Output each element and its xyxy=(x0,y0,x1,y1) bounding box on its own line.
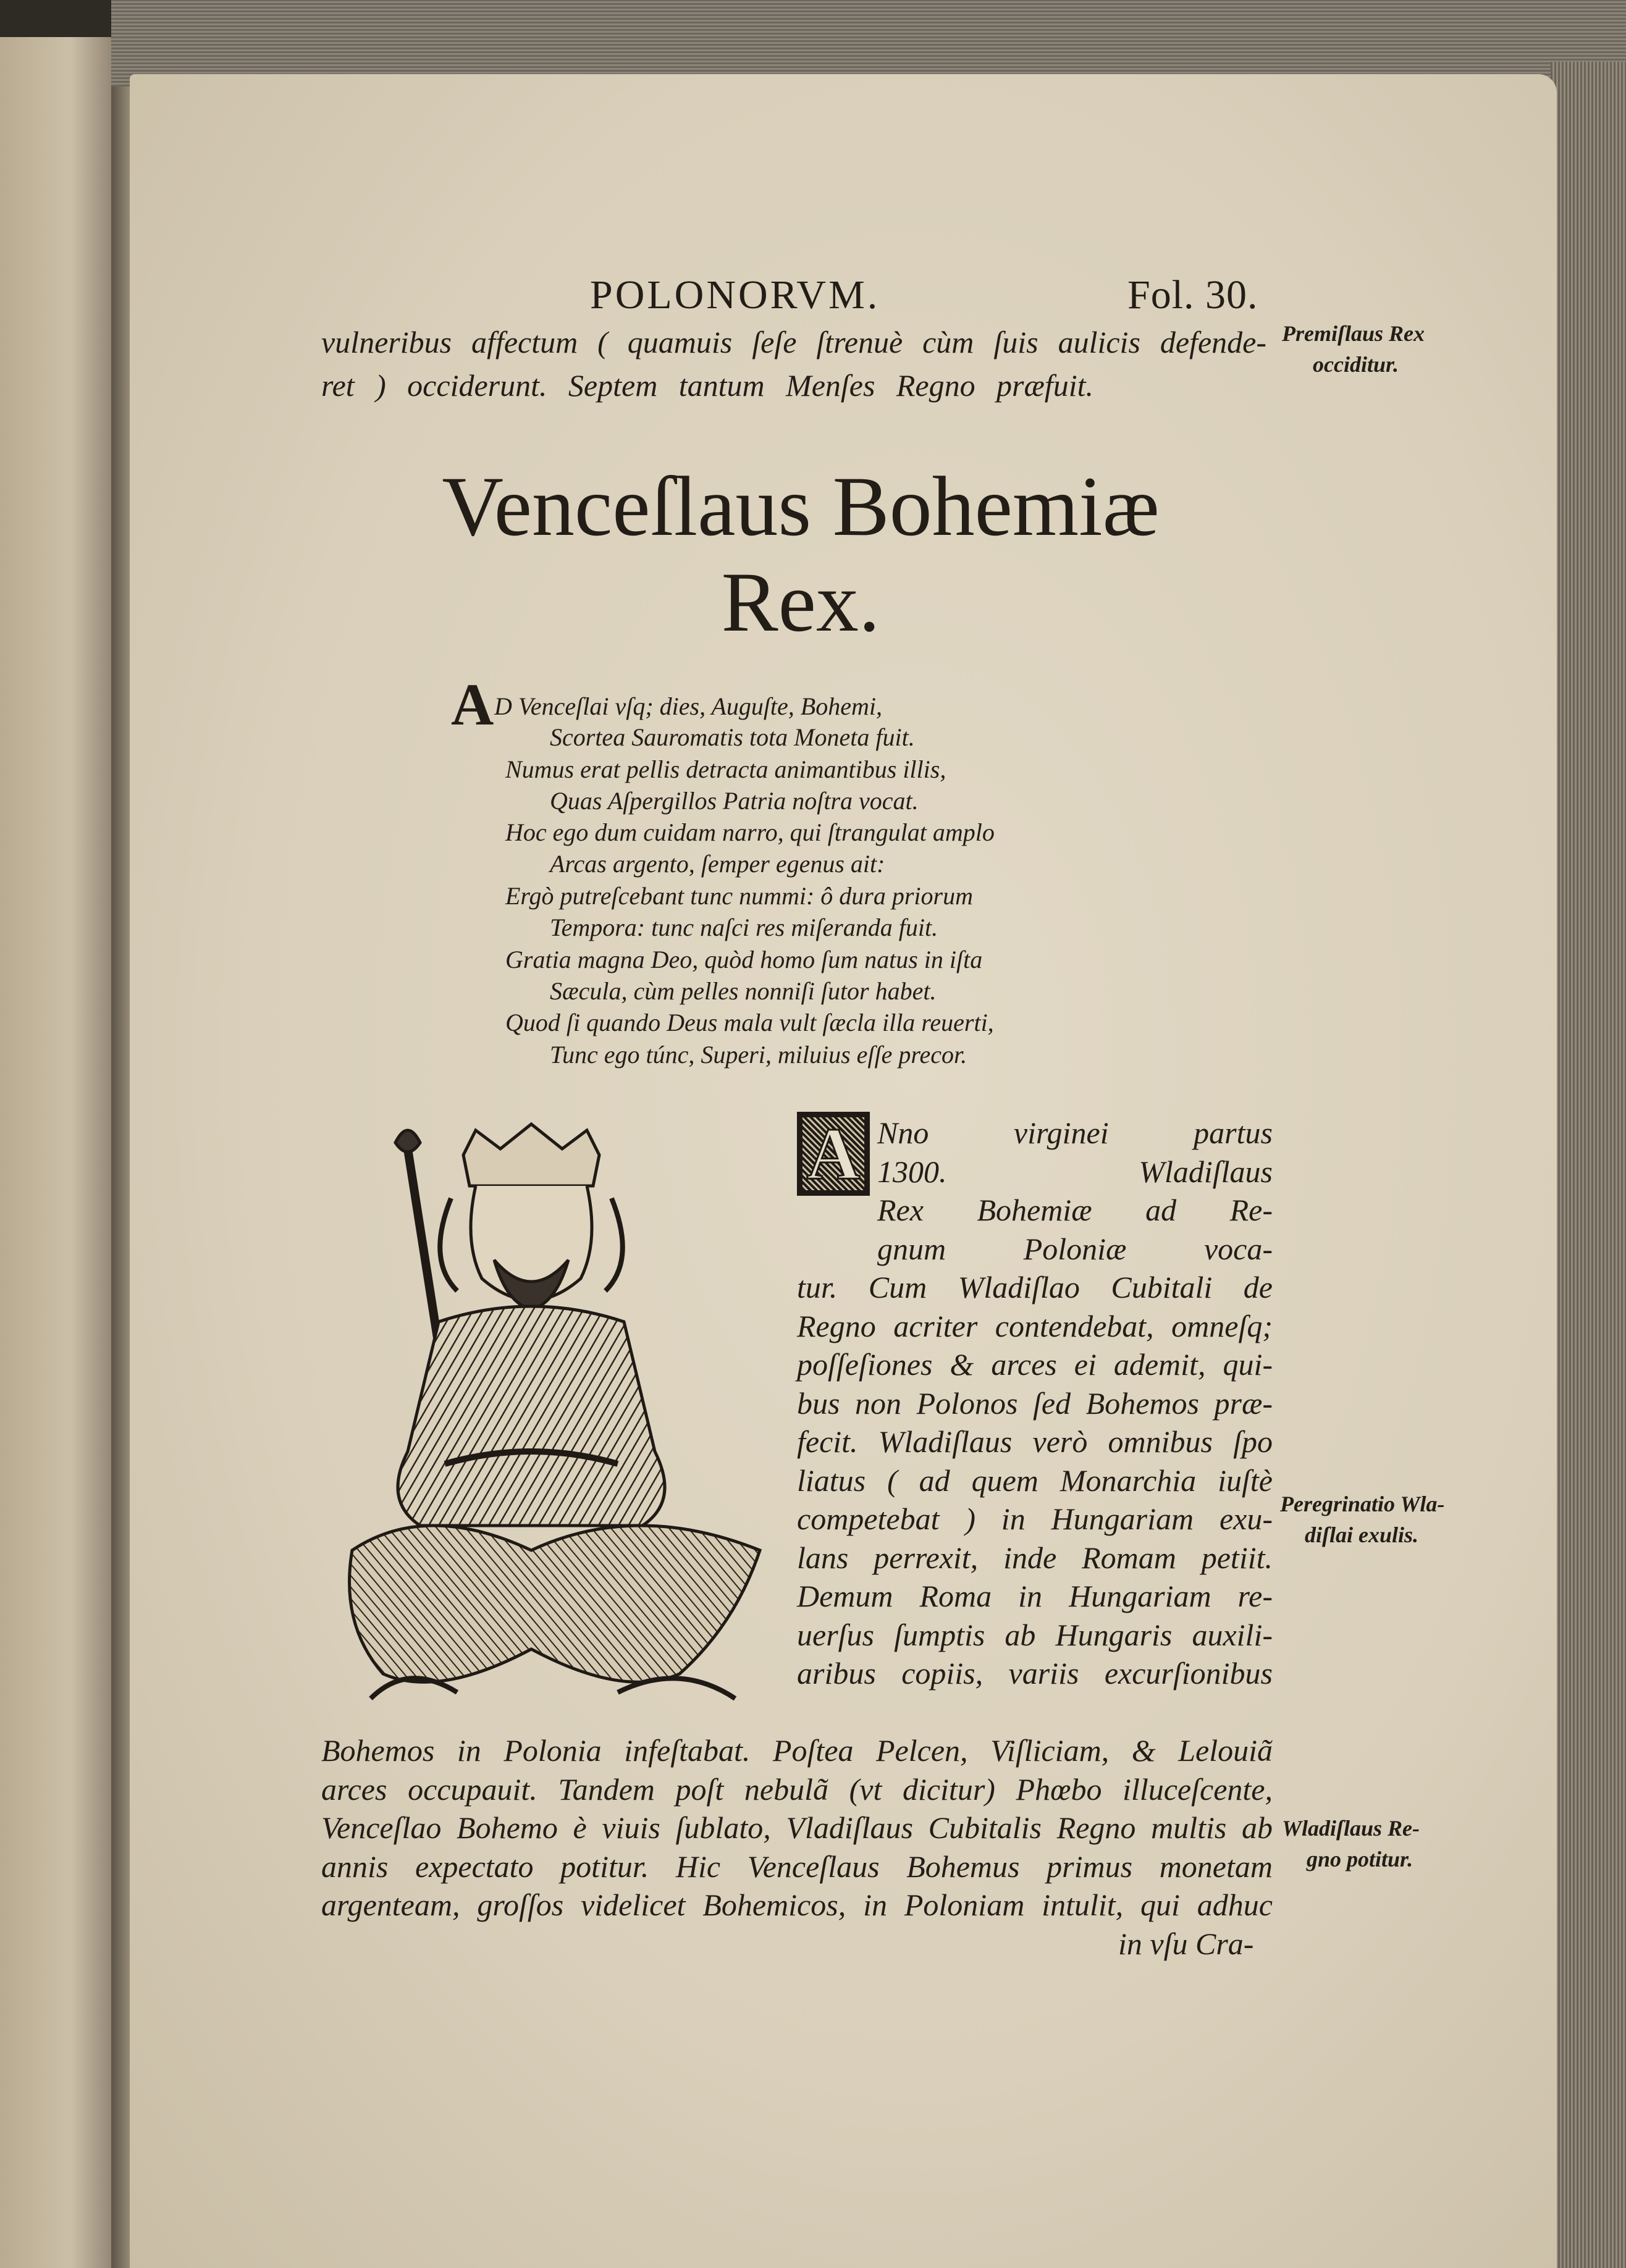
text-line: lans perrexit, inde Romam petiit. xyxy=(797,1540,1273,1575)
decorated-initial xyxy=(797,1112,870,1196)
poem-line: Quod ſi quando Deus mala vult ſæcla illa reuerti, xyxy=(505,1009,994,1036)
text-line: vulneribus affectum ( quamuis ſeſe ſtrenuè cùm ſuis aulicis defende- xyxy=(321,325,1266,359)
margin-note-line: occiditur. xyxy=(1313,352,1399,377)
chapter-title: Venceſlaus Bohemiæ xyxy=(442,459,1160,553)
poem-line: Tempora: tunc naſci res miſeranda fuit. xyxy=(550,914,938,941)
margin-note xyxy=(1282,1813,1420,1875)
text-line: 1300. Wladiſlaus xyxy=(877,1154,1273,1189)
text-line: arces occupauit. Tandem poſt nebulã (vt dicitur) Phœbo illuceſcente, xyxy=(321,1772,1273,1807)
poem-line: Quas Aſpergillos Patria noſtra vocat. xyxy=(550,787,919,815)
poem-line: Tunc ego túnc, Superi, miluius eſſe precor. xyxy=(550,1041,967,1069)
text-line: Venceſlao Bohemo è viuis ſublato, Vladiſlaus Cubitalis Regno multis ab xyxy=(321,1810,1273,1845)
poem-line: Numus erat pellis detracta animantibus illis, xyxy=(505,755,946,783)
poem-line: D Venceſlai vſq; dies, Auguſte, Bohemi, xyxy=(494,692,882,720)
margin-note-line: Wladiſlaus Re- xyxy=(1282,1816,1420,1841)
margin-note xyxy=(1282,318,1425,380)
running-title: POLONORVM. xyxy=(590,272,880,317)
poem-line: Ergò putreſcebant tunc nummi: ô dura priorum xyxy=(505,882,973,910)
text-line: annis expectato potitur. Hic Venceſlaus Bohemus primus monetam xyxy=(321,1849,1273,1884)
text-line: argenteam, groſſos videlicet Bohemicos, in Poloniam intulit, qui adhuc xyxy=(321,1888,1273,1922)
poem-line: Sæcula, cùm pelles nonniſi ſutor habet. xyxy=(550,977,937,1005)
text-line: uerſus ſumptis ab Hungaris auxili- xyxy=(797,1618,1273,1652)
poem-initial: A xyxy=(451,671,494,737)
folio-number: Fol. 30. xyxy=(1127,272,1258,317)
text-line: competebat ) in Hungariam exu- xyxy=(797,1502,1273,1536)
text-line: ret ) occiderunt. Septem tantum Menſes Regno præfuit. xyxy=(321,368,1093,403)
poem-line: Gratia magna Deo, quòd homo ſum natus in iſta xyxy=(505,946,983,973)
page-stack-right xyxy=(1551,62,1626,2268)
margin-note-line: gno potitur. xyxy=(1307,1847,1413,1871)
text-line: Demum Roma in Hungariam re- xyxy=(797,1579,1273,1613)
margin-note xyxy=(1280,1489,1444,1550)
text-line: Bohemos in Polonia infeſtabat. Poſtea Pelcen, Viſliciam, & Lelouiã xyxy=(321,1733,1273,1768)
facing-page-edge xyxy=(0,37,117,2268)
margin-note-line: Premiſlaus Rex xyxy=(1282,321,1425,346)
text-line: Nno virginei partus xyxy=(877,1115,1273,1150)
chapter-title-rex: Rex. xyxy=(721,555,880,649)
catchword: in vſu Cra- xyxy=(1118,1926,1254,1961)
king-woodcut-illustration xyxy=(334,1118,778,1711)
page-stack-top xyxy=(111,0,1626,86)
text-line: Rex Bohemiæ ad Re- xyxy=(877,1193,1273,1227)
text-line: Regno acriter contendebat, omneſq; xyxy=(797,1309,1273,1343)
text-line: tur. Cum Wladiſlao Cubitali de xyxy=(797,1270,1273,1304)
poem-line: Arcas argento, ſemper egenus ait: xyxy=(550,850,885,878)
text-line: fecit. Wladiſlaus verò omnibus ſpo xyxy=(797,1424,1273,1459)
text-line: liatus ( ad quem Monarchia iuſtè xyxy=(797,1463,1273,1498)
text-line: bus non Polonos ſed Bohemos præ- xyxy=(797,1386,1273,1421)
poem-line: Hoc ego dum cuidam narro, qui ſtrangulat amplo xyxy=(505,818,995,846)
text-line: poſſeſiones & arces ei ademit, qui- xyxy=(797,1347,1273,1382)
text-line: aribus copiis, variis excurſionibus xyxy=(797,1656,1273,1690)
poem-line: Scortea Sauromatis tota Moneta fuit. xyxy=(550,723,915,751)
margin-note-line: diſlai exulis. xyxy=(1305,1522,1419,1547)
decorated-initial-letter: A xyxy=(802,1117,864,1190)
margin-note-line: Peregrinatio Wla- xyxy=(1280,1492,1445,1516)
text-line: gnum Poloniæ voca- xyxy=(877,1232,1273,1266)
